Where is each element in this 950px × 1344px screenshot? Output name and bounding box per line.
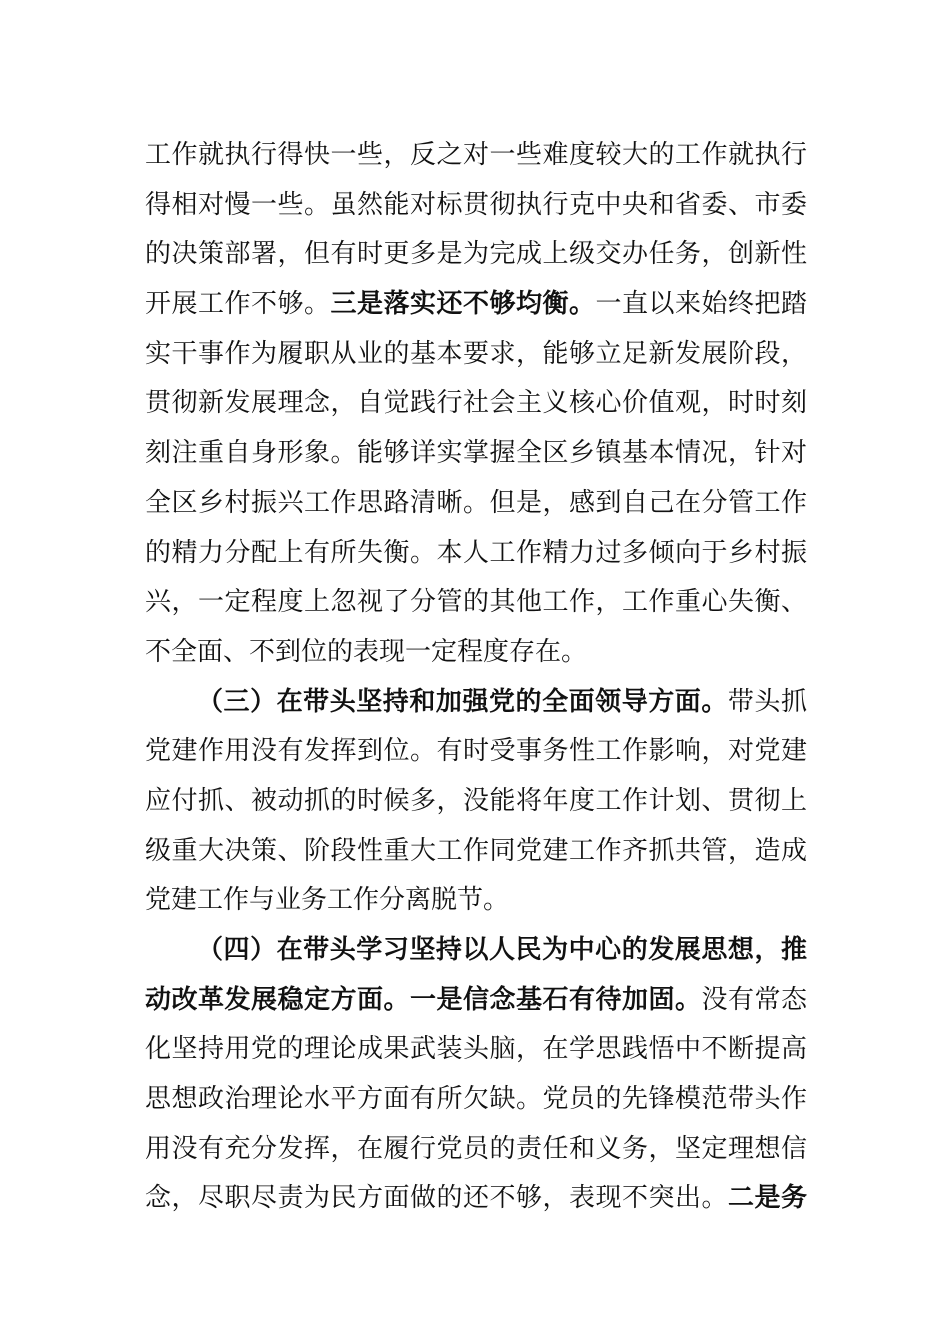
bold-heading-run: （三）在带头坚持和加强党的全面领导方面。 [197,686,728,717]
text-run: 开展工作不够。 [145,289,331,320]
text-run: 的决策部署，但有时更多是为完成上级交办任务，创新性 [145,239,807,270]
text-line [145,976,807,1026]
bold-heading-run: 三是落实还不够均衡。 [330,289,596,320]
text-run: 带头抓 [727,686,807,717]
text-line [145,777,807,827]
text-line [145,1125,807,1175]
text-run: 刻注重自身形象。能够详实掌握全区乡镇基本情况，针对 [145,438,807,469]
text-run: 工作就执行得快一些，反之对一些难度较大的工作就执行 [145,140,807,170]
text-line [145,429,807,479]
body-text [145,131,807,1224]
text-line [145,131,807,181]
text-line [145,1025,807,1075]
text-run: 党建工作与业务工作分离脱节。 [145,885,510,916]
text-run: 级重大决策、阶段性重大工作同党建工作齐抓共管，造成 [145,835,807,866]
text-line [145,379,807,429]
text-line [145,479,807,529]
text-run: 得相对慢一些。虽然能对标贯彻执行克中央和省委、市委 [145,189,807,220]
text-line [145,876,807,926]
text-run: 兴，一定程度上忽视了分管的其他工作，工作重心失衡、 [145,587,807,618]
text-run: 贯彻新发展理念，自觉践行社会主义核心价值观，时时刻 [145,388,807,419]
text-run: 应付抓、被动抓的时候多，没能将年度工作计划、贯彻上 [145,785,807,816]
text-line [145,727,807,777]
text-run: 化坚持用党的理论成果武装头脑，在学思践悟中不断提高 [145,1034,807,1065]
text-run: 党建作用没有发挥到位。有时受事务性工作影响，对党建 [145,736,807,767]
text-line [145,230,807,280]
text-run: 用没有充分发挥，在履行党员的责任和义务，坚定理想信 [145,1133,807,1164]
section-heading-line [145,926,807,976]
section-heading-line [145,678,807,728]
bold-heading-run: 二是务 [727,1183,807,1214]
text-run: 一直以来始终把踏 [595,289,807,320]
text-run: 全区乡村振兴工作思路清晰。但是，感到自己在分管工作 [145,487,807,518]
text-line [145,1075,807,1125]
text-line [145,578,807,628]
text-run: 的精力分配上有所失衡。本人工作精力过多倾向于乡村振 [145,537,807,568]
text-line [145,280,807,330]
text-run: 不全面、不到位的表现一定程度存在。 [145,636,588,667]
text-line [145,330,807,380]
text-run: 实干事作为履职从业的基本要求，能够立足新发展阶段， [145,338,807,369]
text-run: 没有常态 [701,984,807,1015]
text-line [145,628,807,678]
bold-heading-run: 动改革发展稳定方面。一是信念基石有待加固。 [145,984,702,1015]
text-run: 念，尽职尽责为民方面做的还不够，表现不突出。 [145,1183,728,1214]
text-line [145,181,807,231]
text-line [145,529,807,579]
text-line [145,1174,807,1224]
text-line [145,827,807,877]
text-run: 思想政治理论水平方面有所欠缺。党员的先锋模范带头作 [145,1084,807,1115]
bold-heading-run: （四）在带头学习坚持以人民为中心的发展思想，推 [197,935,807,965]
